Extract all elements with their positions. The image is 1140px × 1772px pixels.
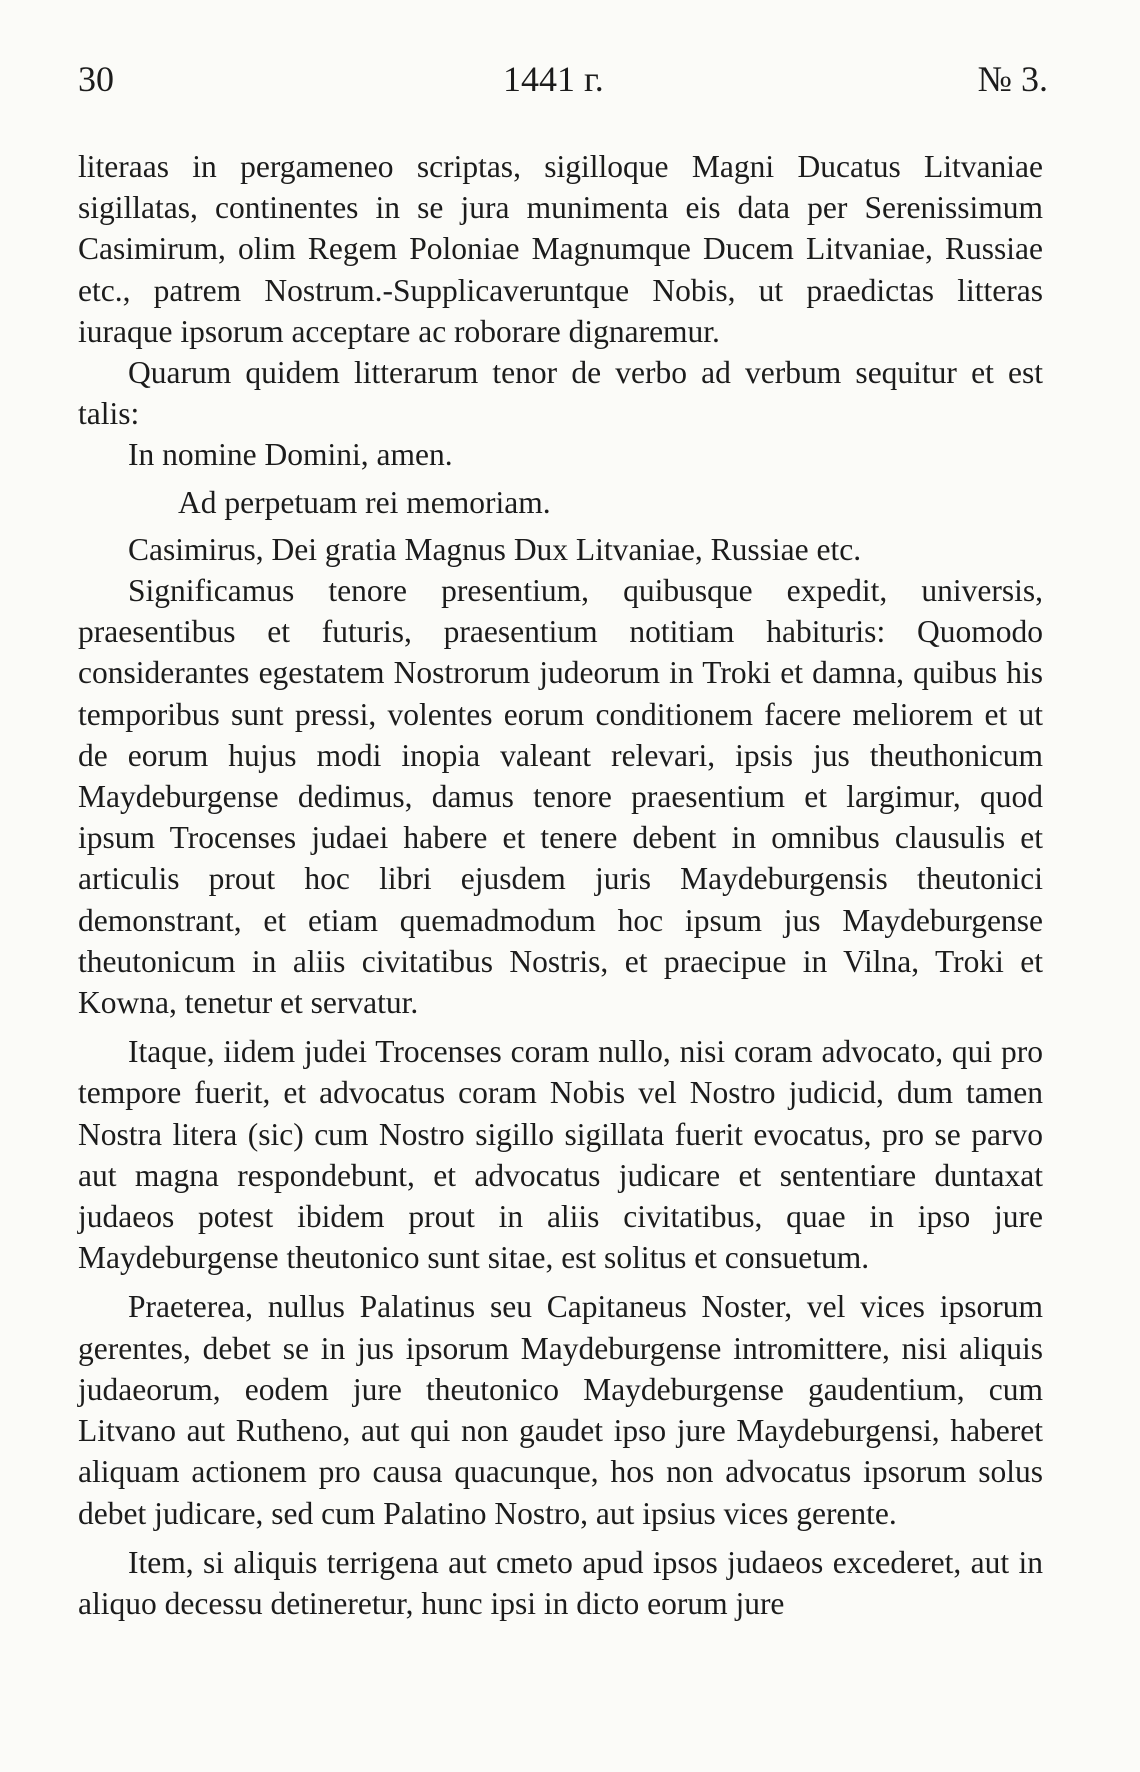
page-number: 30: [78, 59, 114, 99]
paragraph-item: Item, si aliquis terrigena aut cmeto apud ipsos judaeos excederet, aut in aliquo decessu detineretur, hunc ipsi in dicto eorum jure: [78, 1544, 1043, 1621]
paragraph-1: literaas in pergameneo scriptas, sigilloque Magni Ducatus Litvaniae sigillatas, continentes in se jura munimenta eis data per Serenissimum Casimirum, olim Regem Poloniae Magnumque Ducem Litvaniae, Russiae etc., patrem Nostrum.-Supplicaveruntque Nobis, ut praedictas litteras iuraque ipsorum acceptare ac roborare dignaremur.: [78, 149, 1043, 349]
paragraph-praeterea: Praeterea, nullus Palatinus seu Capitaneus Noster, vel vices ipsorum gerentes, debet se in jus ipsorum Maydeburgense intromittere, nisi aliquis judaeorum, eodem jure theutonico Maydeburgense gaudentium, cum Litvano aut Rutheno, aut qui non gaudet ipso jure Maydeburgensi, haberet aliquam actionem pro causa quacunque, hos non advocatus ipsorum solus debet judicare, sed cum Palatino Nostro, aut ipsius vices gerente.: [78, 1289, 1043, 1531]
body-text: [78, 146, 1043, 1624]
running-header: [78, 58, 1048, 108]
header-year: 1441 г.: [503, 59, 604, 99]
memoriam-line: Ad perpetuam rei memoriam.: [178, 484, 551, 520]
paragraph-2: Quarum quidem litterarum tenor de verbo ad verbum sequitur et est talis:: [78, 355, 1043, 432]
paragraph-significamus: Significamus tenore presentium, quibusque expedit, universis, praesentibus et futuris, praesentium notitiam habituris: Quomodo considerantes egestatem Nostrorum judeorum in Troki et damna, quibus his temporibus sunt pressi, volentes eorum conditionem facere meliorem et ut de eorum hujus modi inopia valeant relevari, ipsis jus theuthonicum Maydeburgense dedimus, damus tenore praesentium et largimur, quod ipsum Trocenses judaei habere et tenere debent in omnibus clausulis et articulis prout hoc libri ejusdem juris Maydeburgensis theutonici demonstrant, et etiam quemadmodum hoc ipsum jus Maydeburgense theutonicum in aliis civitatibus Nostris, et praecipue in Vilna, Troki et Kowna, tenetur et servatur.: [78, 573, 1043, 1021]
paragraph-itaque: Itaque, iidem judei Trocenses coram nullo, nisi coram advocato, qui pro tempore fuerit, et advocatus coram Nobis vel Nostro judicid, dum tamen Nostra litera (sic) cum Nostro sigillo sigillata fuerit evocatus, pro se parvo aut magna respondebunt, et advocatus judicare et sententiare duntaxat judaeos potest ibidem prout in aliis civitatibus, quae in ipso jure Maydeburgense theutonico sunt sitae, est solitus et consuetum.: [78, 1034, 1043, 1276]
document-number: № 3.: [977, 59, 1048, 99]
invocation-line: In nomine Domini, amen.: [128, 437, 453, 473]
intitulatio-line: Casimirus, Dei gratia Magnus Dux Litvaniae, Russiae etc.: [128, 531, 862, 567]
